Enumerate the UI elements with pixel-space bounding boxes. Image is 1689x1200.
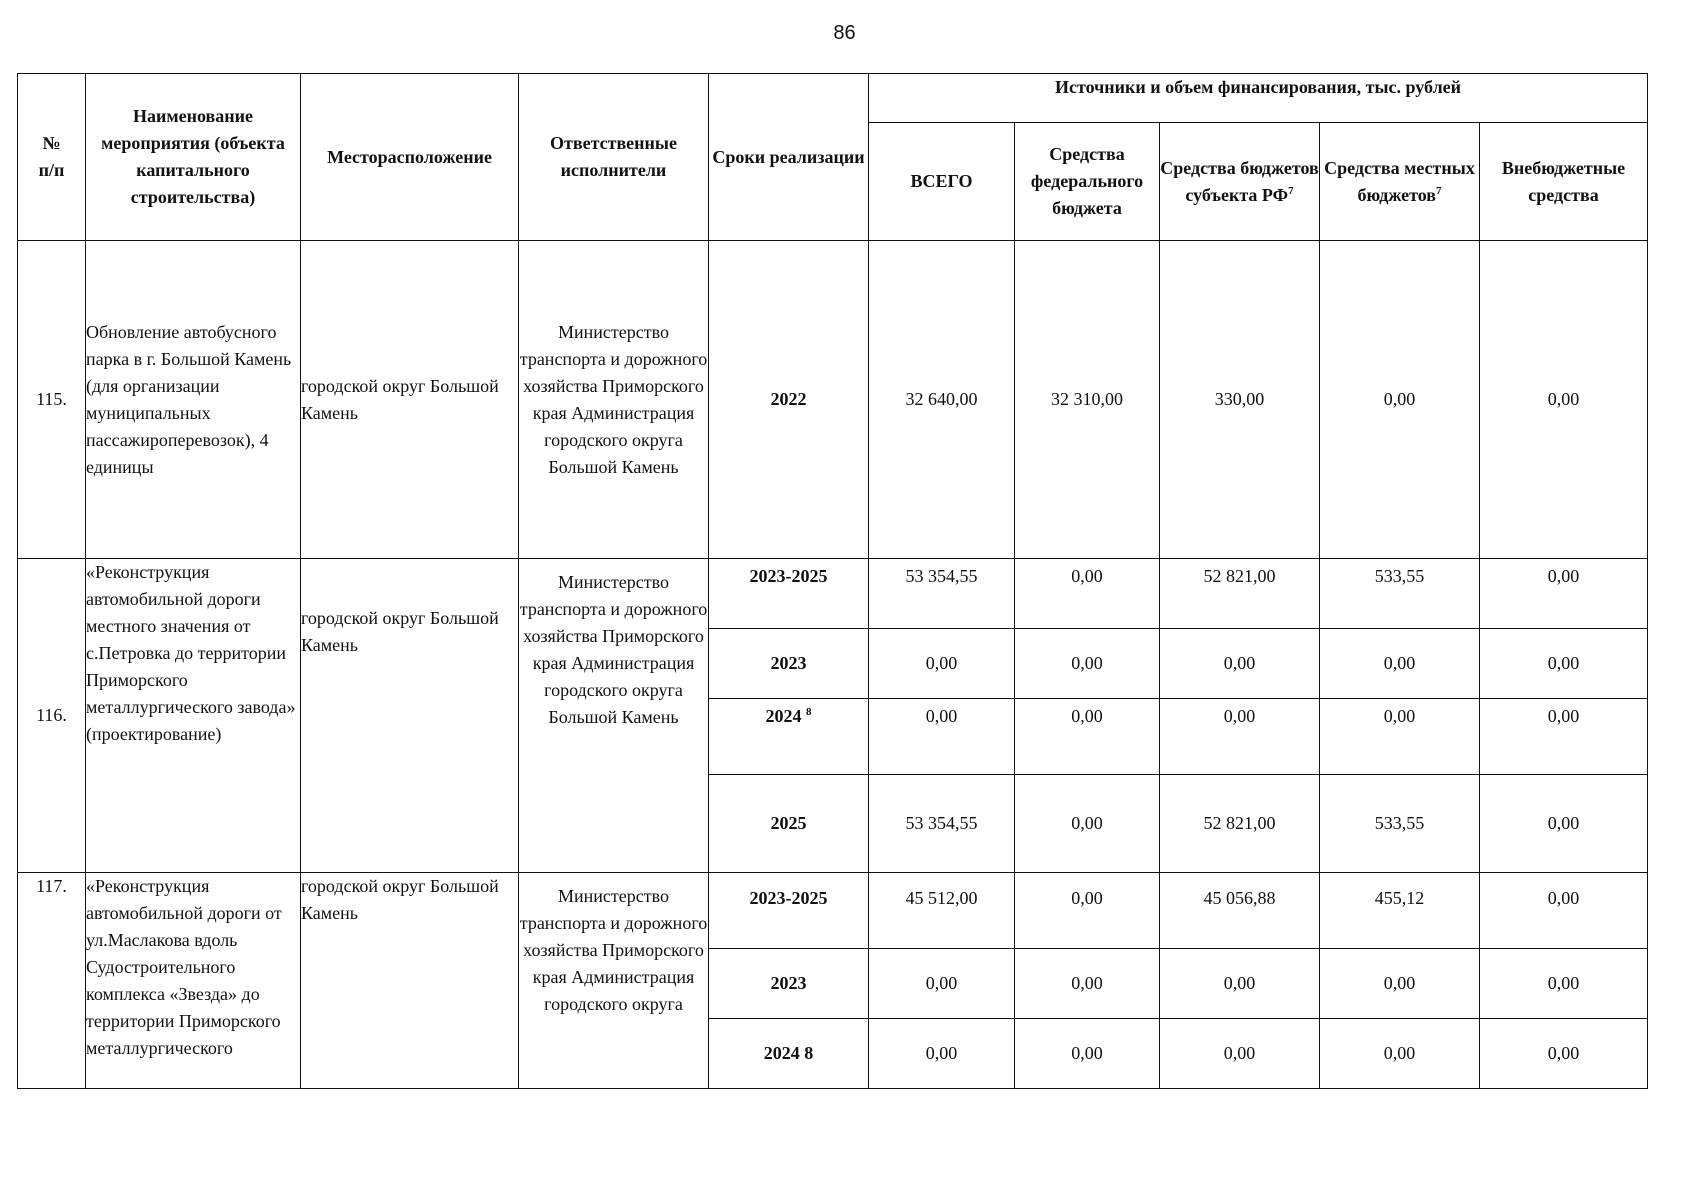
header-sources: Источники и объем финансирования, тыс. рублей <box>869 74 1648 123</box>
header-period: Сроки реализации <box>709 74 869 241</box>
header-location: Месторасположение <box>301 74 519 241</box>
cell-subject: 0,00 <box>1160 949 1320 1019</box>
row-period: 2022 <box>709 241 869 559</box>
row-period: 2023 <box>709 629 869 699</box>
cell-extra: 0,00 <box>1480 775 1648 873</box>
cell-local: 0,00 <box>1320 699 1480 775</box>
cell-total: 53 354,55 <box>869 775 1015 873</box>
row-number: 115. <box>18 241 86 559</box>
cell-federal: 32 310,00 <box>1015 241 1160 559</box>
table-row <box>18 241 1648 559</box>
header-total: ВСЕГО <box>869 123 1015 241</box>
header-local <box>1320 123 1480 241</box>
cell-total: 45 512,00 <box>869 873 1015 949</box>
cell-local: 0,00 <box>1320 1019 1480 1089</box>
cell-total: 0,00 <box>869 629 1015 699</box>
cell-federal: 0,00 <box>1015 629 1160 699</box>
cell-subject: 330,00 <box>1160 241 1320 559</box>
row-period <box>709 699 869 775</box>
row-period: 2023-2025 <box>709 873 869 949</box>
cell-extra: 0,00 <box>1480 699 1648 775</box>
cell-total: 32 640,00 <box>869 241 1015 559</box>
cell-subject: 0,00 <box>1160 629 1320 699</box>
cell-federal: 0,00 <box>1015 1019 1160 1089</box>
row-period-footnote: 8 <box>806 706 812 718</box>
cell-extra: 0,00 <box>1480 1019 1648 1089</box>
page-number: 86 <box>833 22 856 44</box>
row-name: «Реконструкция автомобильной дороги от ул.Маслакова вдоль Судостроительного комплекса «Звезда» до территории Приморского металлургического <box>86 873 301 1089</box>
cell-extra: 0,00 <box>1480 629 1648 699</box>
table-row <box>18 873 1648 949</box>
row-period: 2023 <box>709 949 869 1019</box>
header-num: № п/п <box>18 74 86 241</box>
cell-subject: 0,00 <box>1160 1019 1320 1089</box>
row-name: «Реконструкция автомобильной дороги местного значения от с.Петровка до территории Приморского металлургического завода» (проектирование) <box>86 559 301 873</box>
cell-subject: 52 821,00 <box>1160 559 1320 629</box>
row-location: городской округ Большой Камень <box>301 241 519 559</box>
cell-local: 533,55 <box>1320 559 1480 629</box>
row-period: 2023-2025 <box>709 559 869 629</box>
row-period-label: 2024 <box>765 706 802 726</box>
cell-subject: 52 821,00 <box>1160 775 1320 873</box>
cell-federal: 0,00 <box>1015 775 1160 873</box>
header-subject-footnote: 7 <box>1288 184 1294 197</box>
cell-federal: 0,00 <box>1015 699 1160 775</box>
row-number: 117. <box>18 873 86 1089</box>
cell-federal: 0,00 <box>1015 949 1160 1019</box>
row-responsible: Министерство транспорта и дорожного хозяйства Приморского края Администрация городского округа Большой Камень <box>519 559 709 873</box>
header-subject <box>1160 123 1320 241</box>
cell-extra: 0,00 <box>1480 241 1648 559</box>
header-local-label: Средства местных бюджетов <box>1324 157 1475 205</box>
row-name: Обновление автобусного парка в г. Большой Камень (для организации муниципальных пассажироперевозок), 4 единицы <box>86 241 301 559</box>
cell-local: 455,12 <box>1320 873 1480 949</box>
cell-subject: 45 056,88 <box>1160 873 1320 949</box>
row-number: 116. <box>18 559 86 873</box>
header-name: Наименование мероприятия (объекта капитального строительства) <box>86 74 301 241</box>
row-period: 2024 8 <box>709 1019 869 1089</box>
header-subject-label: Средства бюджетов субъекта РФ <box>1160 157 1319 205</box>
header-federal: Средства федерального бюджета <box>1015 123 1160 241</box>
cell-total: 0,00 <box>869 949 1015 1019</box>
row-location: городской округ Большой Камень <box>301 559 519 873</box>
row-location: городской округ Большой Камень <box>301 873 519 1089</box>
cell-federal: 0,00 <box>1015 559 1160 629</box>
cell-federal: 0,00 <box>1015 873 1160 949</box>
row-period: 2025 <box>709 775 869 873</box>
cell-extra: 0,00 <box>1480 949 1648 1019</box>
cell-total: 0,00 <box>869 699 1015 775</box>
header-local-footnote: 7 <box>1436 184 1442 197</box>
cell-total: 0,00 <box>869 1019 1015 1089</box>
cell-extra: 0,00 <box>1480 873 1648 949</box>
cell-local: 0,00 <box>1320 629 1480 699</box>
cell-subject: 0,00 <box>1160 699 1320 775</box>
cell-local: 0,00 <box>1320 949 1480 1019</box>
row-responsible: Министерство транспорта и дорожного хозяйства Приморского края Администрация городского округа <box>519 873 709 1089</box>
cell-extra: 0,00 <box>1480 559 1648 629</box>
cell-local: 0,00 <box>1320 241 1480 559</box>
cell-total: 53 354,55 <box>869 559 1015 629</box>
financing-table <box>17 73 1648 1089</box>
row-responsible: Министерство транспорта и дорожного хозяйства Приморского края Администрация городского округа Большой Камень <box>519 241 709 559</box>
header-extra: Внебюджетные средства <box>1480 123 1648 241</box>
cell-local: 533,55 <box>1320 775 1480 873</box>
header-responsible: Ответственные исполнители <box>519 74 709 241</box>
table-row <box>18 559 1648 629</box>
